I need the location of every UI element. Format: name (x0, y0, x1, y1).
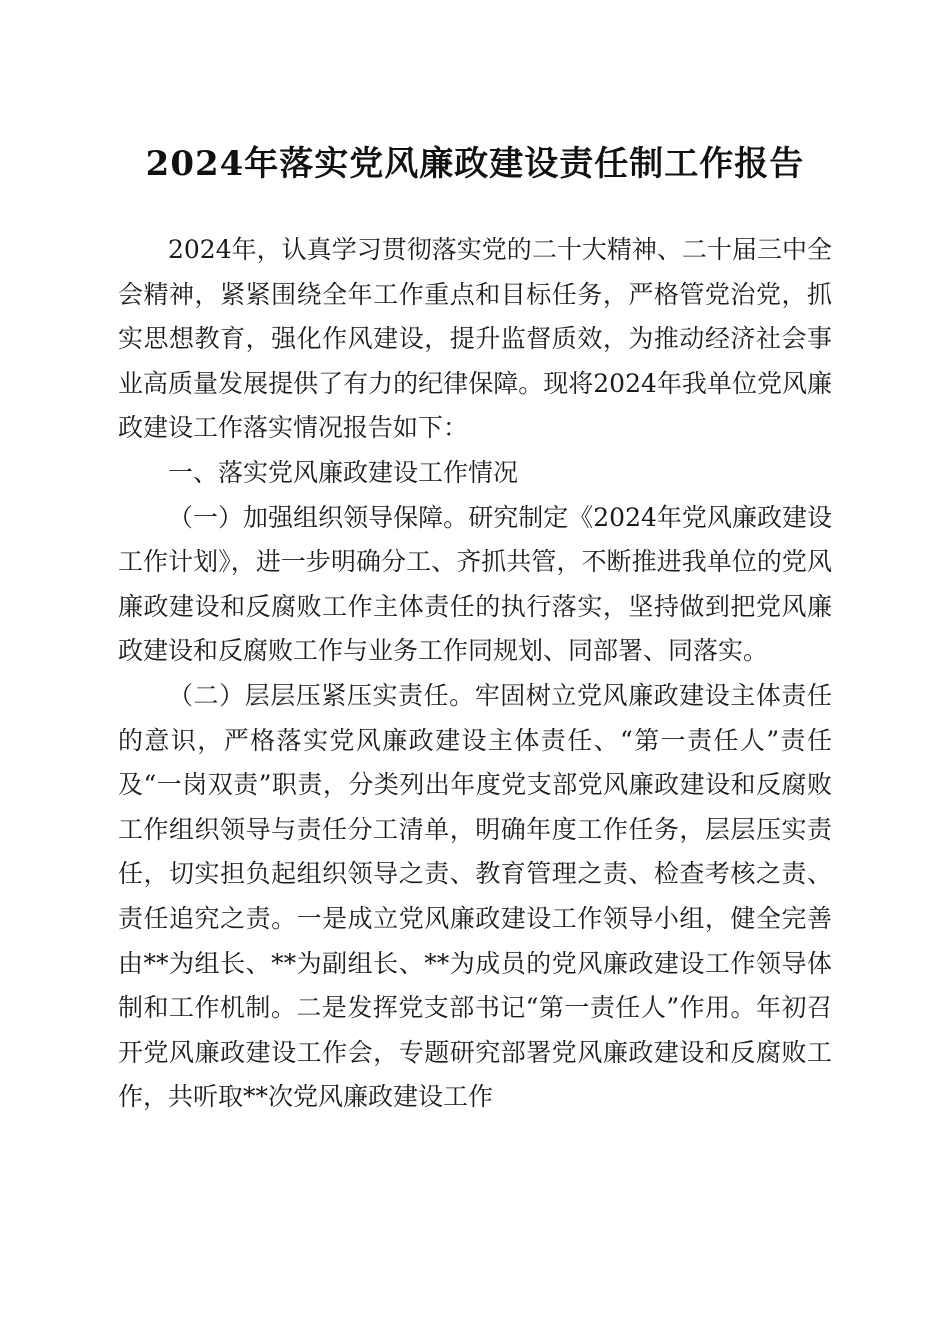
paragraph-1 (118, 496, 832, 674)
paragraph-1-lead: （一）加强组织领导保障。 (168, 502, 469, 532)
document-title: 2024年落实党风廉政建设责任制工作报告 (145, 144, 805, 184)
paragraph-2-body: 牢固树立党风廉政建设主体责任的意识，严格落实党风廉政建设主体责任、“第一责任人”责任及“一岗双责”职责，分类列出年度党支部党风廉政建设和反腐败工作组织领导与责任分工清单，明确年度工作任务，层层压实责任，切实担负起组织领导之责、教育管理之责、检查考核之责、责任追究之责。一是成立党风廉政建设工作领导小组，健全完善由**为组长、**为副组长、**为成员的党风廉政建设工作领导体制和工作机制。二是发挥党支部书记“第一责任人”作用。年初召开党风廉政建设工作会，专题研究部署党风廉政建设和反腐败工作，共听取**次党风廉政建设工作 (118, 680, 832, 1112)
paragraph-2 (118, 674, 832, 1120)
paragraph-2-lead: （二）层层压紧压实责任。 (168, 680, 475, 710)
intro-paragraph: 2024年，认真学习贯彻落实党的二十大精神、二十届三中全会精神，紧紧围绕全年工作重点和目标任务，严格管党治党，抓实思想教育，强化作风建设，提升监督质效，为推动经济社会事业高质量发展提供了有力的纪律保障。现将2024年我单位党风廉政建设工作落实情况报告如下： (118, 235, 832, 443)
section-heading: 一、落实党风廉政建设工作情况 (168, 457, 519, 487)
paragraph-1-body: 研究制定《2024年党风廉政建设工作计划》，进一步明确分工、齐抓共管，不断推进我单位的党风廉政建设和反腐败工作主体责任的执行落实，坚持做到把党风廉政建设和反腐败工作与业务工作同规划、同部署、同落实。 (118, 502, 832, 666)
document-body (118, 228, 832, 1120)
